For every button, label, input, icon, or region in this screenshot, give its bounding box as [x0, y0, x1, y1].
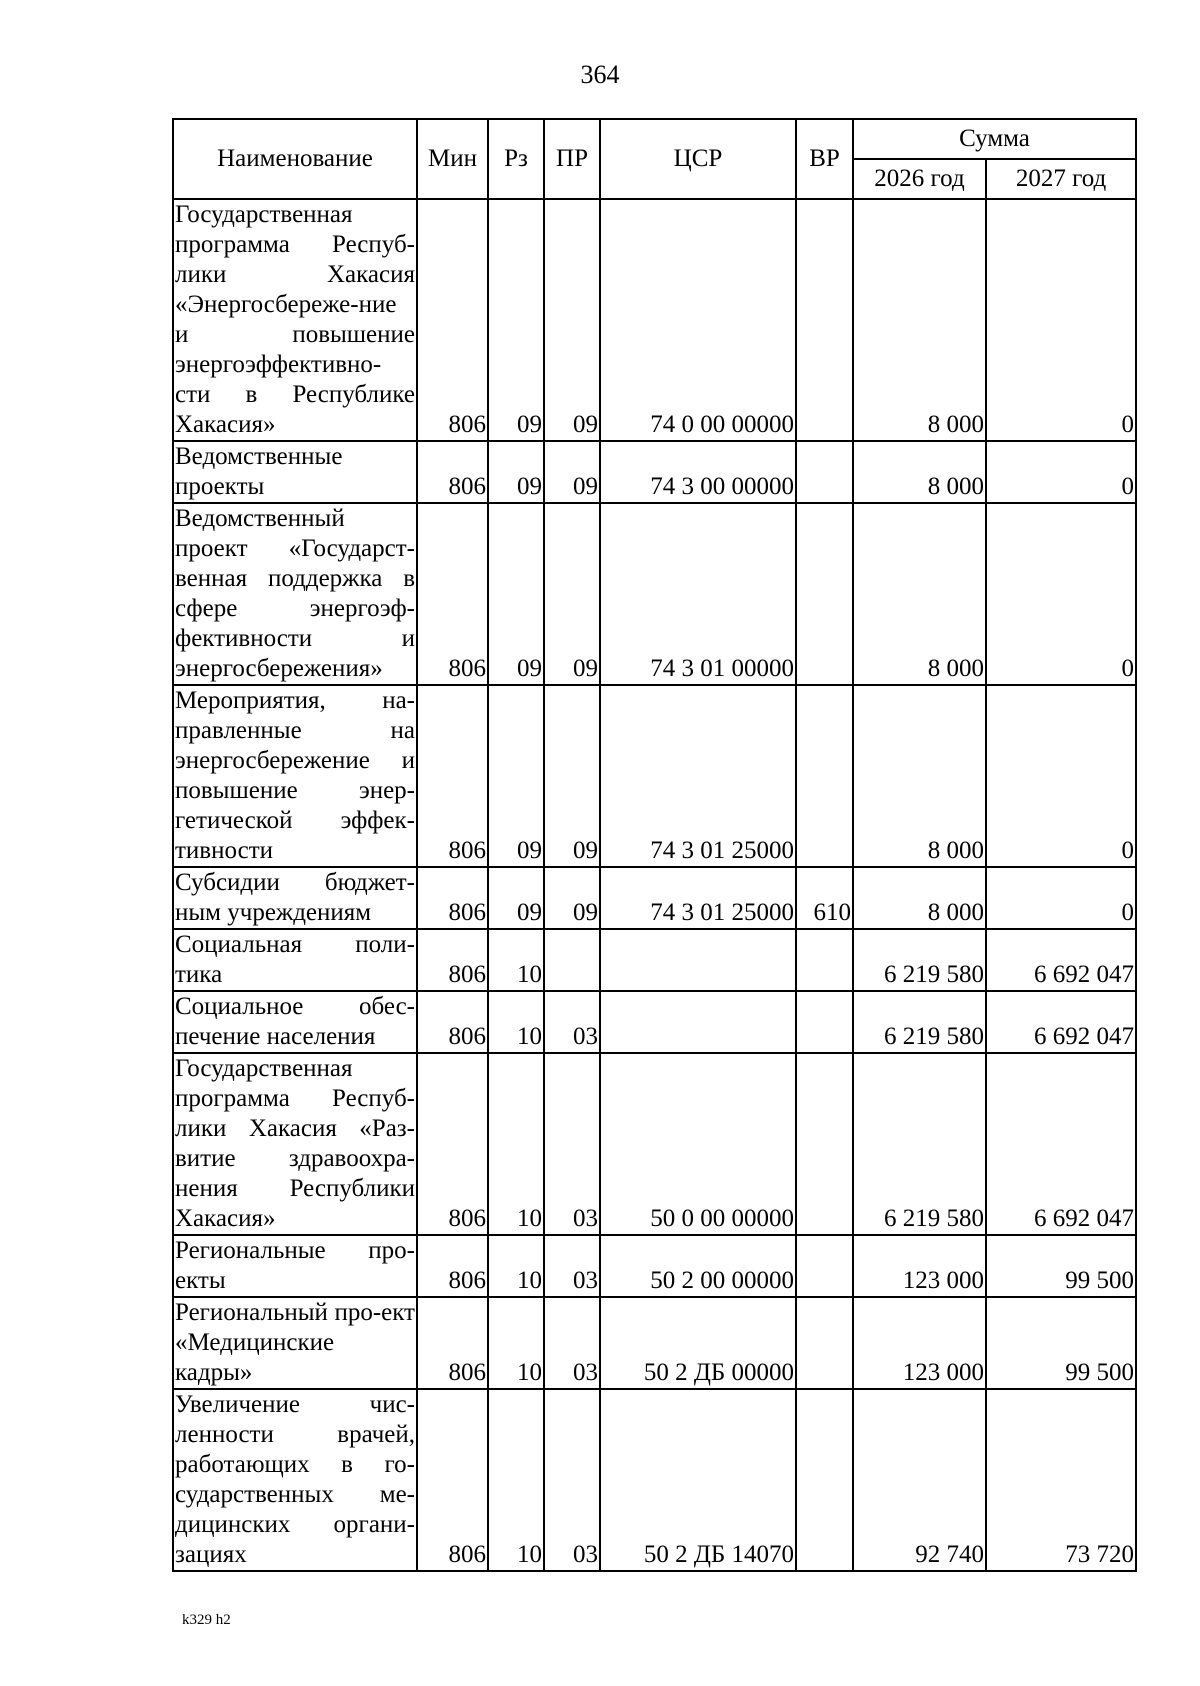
cell-rz: 10 — [488, 1235, 544, 1297]
header-name: Наименование — [173, 119, 417, 199]
cell-pr: 09 — [544, 685, 600, 867]
cell-name: Мероприятия, на-правленные на энергосбережение и повышение энер-гетической эффек-тивности — [173, 685, 417, 867]
cell-csr — [600, 991, 796, 1053]
cell-min: 806 — [417, 929, 488, 991]
cell-min: 806 — [417, 199, 488, 441]
cell-vr — [796, 991, 853, 1053]
cell-name: Региональные про-екты — [173, 1235, 417, 1297]
cell-csr: 74 0 00 00000 — [600, 199, 796, 441]
cell-vr — [796, 1235, 853, 1297]
cell-csr — [600, 929, 796, 991]
cell-rz: 09 — [488, 199, 544, 441]
cell-vr — [796, 1297, 853, 1389]
table-row — [173, 503, 1136, 685]
cell-sum-2027: 99 500 — [986, 1297, 1136, 1389]
cell-rz: 10 — [488, 1297, 544, 1389]
cell-pr: 09 — [544, 199, 600, 441]
cell-vr — [796, 503, 853, 685]
table-row — [173, 1389, 1136, 1571]
cell-sum-2027: 0 — [986, 685, 1136, 867]
cell-rz: 10 — [488, 1053, 544, 1235]
cell-rz: 09 — [488, 441, 544, 503]
cell-sum-2026: 6 219 580 — [853, 991, 986, 1053]
header-year-2026: 2026 год — [853, 159, 986, 199]
cell-sum-2026: 8 000 — [853, 685, 986, 867]
cell-name: Увеличение чис-ленности врачей, работающих в го-сударственных ме-дицинских органи-зациях — [173, 1389, 417, 1571]
header-min: Мин — [417, 119, 488, 199]
cell-sum-2026: 92 740 — [853, 1389, 986, 1571]
cell-sum-2026: 123 000 — [853, 1235, 986, 1297]
cell-name: Ведомственный проект «Государст-венная поддержка в сфере энергоэф-фективности и энергосбережения» — [173, 503, 417, 685]
table-row — [173, 867, 1136, 929]
cell-vr — [796, 1053, 853, 1235]
cell-name: Социальное обес-печение населения — [173, 991, 417, 1053]
cell-sum-2027: 0 — [986, 867, 1136, 929]
cell-vr: 610 — [796, 867, 853, 929]
cell-sum-2027: 0 — [986, 199, 1136, 441]
cell-name: Ведомственные проекты — [173, 441, 417, 503]
cell-pr: 09 — [544, 441, 600, 503]
cell-name: Региональный про-ект «Медицинские кадры» — [173, 1297, 417, 1389]
cell-pr: 09 — [544, 867, 600, 929]
table-row — [173, 929, 1136, 991]
cell-name: Государственная программа Респуб-лики Хакасия «Раз-витие здравоохра-нения Республики Хакасия» — [173, 1053, 417, 1235]
header-year-2027: 2027 год — [986, 159, 1136, 199]
cell-csr: 74 3 01 25000 — [600, 685, 796, 867]
table-row — [173, 1053, 1136, 1235]
cell-sum-2027: 6 692 047 — [986, 929, 1136, 991]
cell-rz: 09 — [488, 685, 544, 867]
cell-sum-2026: 6 219 580 — [853, 1053, 986, 1235]
cell-min: 806 — [417, 1297, 488, 1389]
cell-csr: 50 2 ДБ 00000 — [600, 1297, 796, 1389]
header-csr: ЦСР — [600, 119, 796, 199]
table-row — [173, 441, 1136, 503]
cell-min: 806 — [417, 867, 488, 929]
header-vr: ВР — [796, 119, 853, 199]
cell-sum-2026: 8 000 — [853, 867, 986, 929]
cell-pr: 03 — [544, 991, 600, 1053]
table-body — [173, 199, 1136, 1571]
cell-min: 806 — [417, 441, 488, 503]
cell-csr: 50 2 00 00000 — [600, 1235, 796, 1297]
table-row — [173, 991, 1136, 1053]
cell-vr — [796, 441, 853, 503]
cell-sum-2027: 6 692 047 — [986, 991, 1136, 1053]
budget-table — [172, 118, 1137, 1572]
cell-rz: 09 — [488, 867, 544, 929]
cell-vr — [796, 929, 853, 991]
table-row — [173, 685, 1136, 867]
header-row — [173, 119, 1136, 159]
footer-code: k329 h2 — [182, 1612, 231, 1628]
cell-sum-2026: 6 219 580 — [853, 929, 986, 991]
cell-rz: 10 — [488, 929, 544, 991]
cell-rz: 10 — [488, 1389, 544, 1571]
cell-pr — [544, 929, 600, 991]
header-sum: Сумма — [853, 119, 1136, 159]
cell-csr: 74 3 01 25000 — [600, 867, 796, 929]
cell-min: 806 — [417, 1235, 488, 1297]
cell-sum-2026: 8 000 — [853, 199, 986, 441]
cell-sum-2027: 0 — [986, 441, 1136, 503]
cell-min: 806 — [417, 685, 488, 867]
cell-rz: 10 — [488, 991, 544, 1053]
table-row — [173, 1235, 1136, 1297]
cell-sum-2026: 8 000 — [853, 441, 986, 503]
cell-pr: 03 — [544, 1053, 600, 1235]
cell-min: 806 — [417, 503, 488, 685]
cell-name: Социальная поли-тика — [173, 929, 417, 991]
cell-sum-2027: 99 500 — [986, 1235, 1136, 1297]
header-pr: ПР — [544, 119, 600, 199]
cell-pr: 09 — [544, 503, 600, 685]
cell-csr: 74 3 01 00000 — [600, 503, 796, 685]
cell-csr: 50 2 ДБ 14070 — [600, 1389, 796, 1571]
cell-name: Субсидии бюджет-ным учреждениям — [173, 867, 417, 929]
cell-sum-2027: 6 692 047 — [986, 1053, 1136, 1235]
cell-csr: 50 0 00 00000 — [600, 1053, 796, 1235]
cell-pr: 03 — [544, 1389, 600, 1571]
cell-sum-2026: 123 000 — [853, 1297, 986, 1389]
cell-vr — [796, 1389, 853, 1571]
cell-vr — [796, 199, 853, 441]
cell-rz: 09 — [488, 503, 544, 685]
table-row — [173, 1297, 1136, 1389]
cell-min: 806 — [417, 1053, 488, 1235]
cell-csr: 74 3 00 00000 — [600, 441, 796, 503]
table-row — [173, 199, 1136, 441]
cell-sum-2027: 73 720 — [986, 1389, 1136, 1571]
cell-sum-2026: 8 000 — [853, 503, 986, 685]
cell-pr: 03 — [544, 1235, 600, 1297]
header-rz: Рз — [488, 119, 544, 199]
cell-pr: 03 — [544, 1297, 600, 1389]
cell-min: 806 — [417, 991, 488, 1053]
cell-min: 806 — [417, 1389, 488, 1571]
page-number: 364 — [580, 60, 620, 89]
cell-sum-2027: 0 — [986, 503, 1136, 685]
cell-name: Государственная программа Респуб-лики Хакасия «Энергосбереже-ние и повышение энергоэффективно-сти в Республике Хакасия» — [173, 199, 417, 441]
cell-vr — [796, 685, 853, 867]
